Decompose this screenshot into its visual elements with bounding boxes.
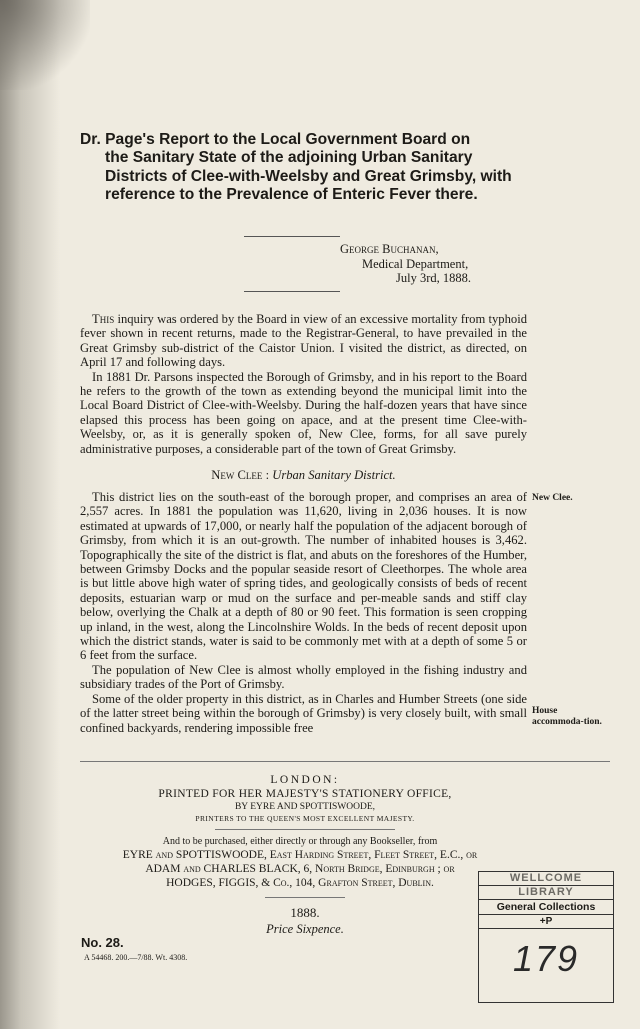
library-stamp [478,871,614,1003]
section-text [80,490,527,735]
intro-text [80,312,527,456]
page-edge-shadow [0,0,60,1029]
imprint-by: BY EYRE AND SPOTTISWOODE, [234,802,376,812]
imprint-seller-2: ADAM and CHARLES BLACK, 6, North Bridge, Edinburgh ; or [145,863,455,875]
page-corner-shadow [0,0,90,90]
title-rest: the Sanitary State of the adjoining Urban Sanitary Districts of Clee-with-Weelsby and Great Grimsby, with reference to the Prevalence of Enteric Fever there. [105,149,512,203]
imprint-rule [215,829,395,830]
imprint-sellers [60,835,540,890]
stamp-mark: +P [479,915,613,929]
section-heading: New Clee : Urban Sanitary District. [211,468,396,482]
stamp-line-2: LIBRARY [479,886,613,900]
imprint-printed-for: PRINTED FOR HER MAJESTY'S STATIONERY OFFICE, [158,788,452,800]
imprint-rule [265,897,345,898]
section-paragraph-2: The population of New Clee is almost wholly employed in the fishing industry and subsidiary trades of the Port of Grimsby. [80,662,527,692]
stamp-line-1: WELLCOME [479,872,613,886]
stamp-collection: General Collections [479,900,613,915]
imprint-year-price [205,904,405,937]
divider-rule [244,236,340,237]
imprint-price: Price Sixpence. [266,922,344,936]
report-title [80,131,535,204]
imprint-year: 1888. [290,905,320,920]
imprint-purchase: And to be purchased, either directly or through any Bookseller, from [162,836,438,847]
intro-paragraph-2: In 1881 Dr. Parsons inspected the Borough of Grimsby, and in his report to the Board he refers to the growth of the town as extending beyond the municipal limit into the Local Board District of Clee-with-Weelsby. During the half-dozen years that have since elapsed this process has been going on apace, and at the present time Clee-with-Weelsby, or, as it is generally spoken of, New Clee, forms, for all save purely administrative purposes, a considerable part of the town of Great Grimsby. [80,369,527,456]
margin-note-house-accommodation: House accommoda-tion. [532,706,602,727]
bottom-rule [80,761,610,762]
document-number: No. 28. [81,935,124,950]
signature-name: George Buchanan, [340,242,439,256]
title-first-line: Dr. Page's Report to the Local Government Board on [80,131,471,148]
signature-date: July 3rd, 1888. [396,271,471,285]
imprint-seller-1: EYRE and SPOTTISWOODE, East Harding Street, Fleet Street, E.C., or [122,849,478,861]
section-paragraph-3: Some of the older property in this district, as in Charles and Humber Streets (one side of the latter street being within the borough of Grimsby) is very closely built, with small confined backyards, rendering impossible free [80,691,527,735]
signature-block [340,242,500,286]
signature-department: Medical Department, [362,256,469,271]
imprint-seller-3: HODGES, FIGGIS, & Co., 104, Grafton Street, Dublin. [166,877,434,889]
imprint-printers: PRINTERS TO THE QUEEN'S MOST EXCELLENT MAJESTY. [195,814,415,823]
section-paragraph-1: This district lies on the south-east of the borough proper, and comprises an area of 2,557 acres. In 1881 the population was 11,620, living in 2,036 houses. It is now estimated at upwards of 17,000, or nearly half the population of the adjacent borough of Grimsby, from which it is an out-growth. The number of inhabited houses is 3,462. Topographically the site of the district is flat, and abuts on the foreshores of the Humber, between Grimsby Docks and the popular seaside resort of Cleethorpes. The whole area is but little above high water of spring tides, and geologically consists of beds of recent deposits, estuarian warp or mud on the surface and per-meable sands and stiff clay below, overlying the Chalk at a depth of 80 or 90 feet. This formation is seen cropping up inland, in the west, along the Lincolnshire Wolds. In the beds of recent deposit upon which the district stands, water is said to be commonly met with at a depth of some 5 or 6 feet from the surface. [80,490,527,663]
divider-rule [244,291,340,292]
intro-paragraph-1: This inquiry was ordered by the Board in view of an excessive mortality from typhoid fever shown in recent returns, made to the Registrar-General, to have prevailed in the Great Grimsby sub-district of the Caistor Union. I visited the district, as directed, on April 17 and following days. [80,312,527,370]
stamp-number: 179 [512,938,580,979]
imprint-london: LONDON: [270,774,340,786]
margin-note-new-clee: New Clee. [532,493,573,503]
print-code: A 54468. 200.—7/88. Wt. 4308. [84,953,188,962]
imprint [80,773,530,825]
